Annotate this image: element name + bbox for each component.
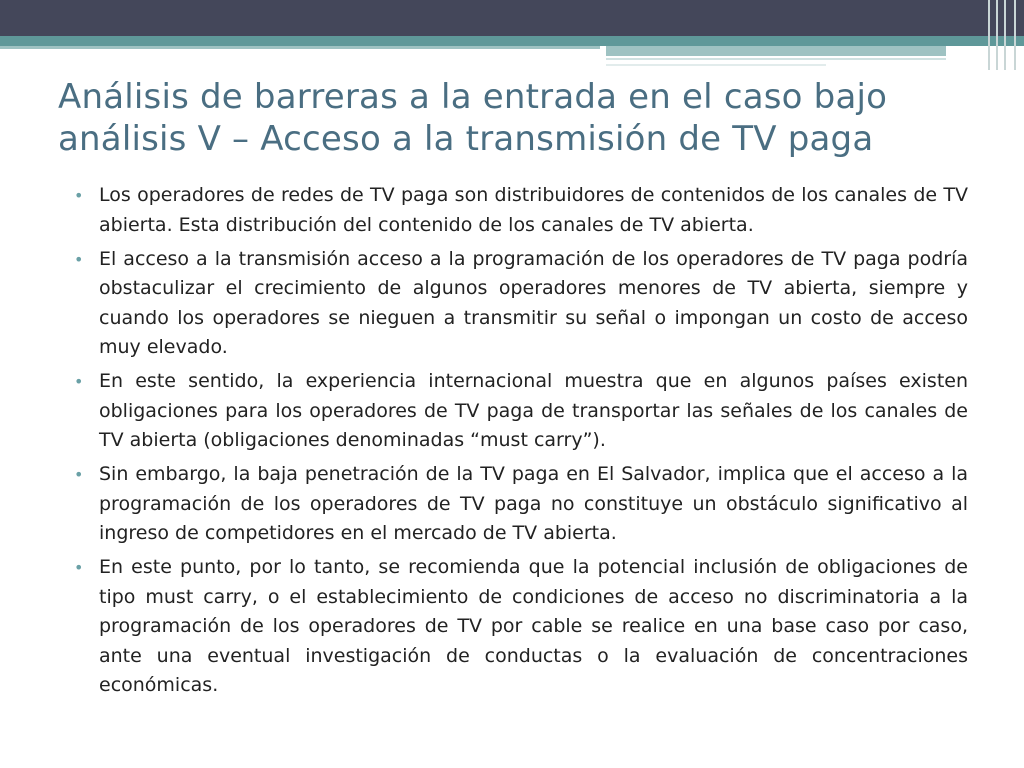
bullet-text: El acceso a la transmisión acceso a la programación de los operadores de TV paga podría obstaculizar el crecimiento de algunos operadores menores de TV abierta, siempre y cuando los operadores se nieguen a transmitir su señal o impongan un costo de acceso muy elevado. [99,247,968,359]
slide-title: Análisis de barreras a la entrada en el caso bajo análisis V – Acceso a la transmisión de TV paga [58,77,888,159]
header-accent-line-2 [606,64,826,66]
bullet-text: Sin embargo, la baja penetración de la TV paga en El Salvador, implica que el acceso a la programación de los operadores de TV paga no constituye un obstáculo significativo al ingreso de competidores en el mercado de TV abierta. [99,463,968,545]
list-item [74,245,968,363]
header-accent-block [606,46,946,56]
bullet-icon: • [74,249,84,269]
bullet-text: En este sentido, la experiencia internacional muestra que en algunos países existen obligaciones para los operadores de TV paga de transportar las señales de los canales de TV abierta (obligaciones denominadas “must carry”). [99,370,968,452]
header-accent-line [606,58,946,60]
bullet-text: Los operadores de redes de TV paga son distribuidores de contenidos de los canales de TV abierta. Esta distribución del contenido de los canales de TV abierta. [99,184,968,236]
bullet-list [74,181,968,705]
list-item [74,553,968,701]
bullet-text: En este punto, por lo tanto, se recomienda que la potencial inclusión de obligaciones de tipo must carry, o el establecimiento de condiciones de acceso no discriminatoria a la programación de los operadores de TV por cable se realice en una base caso por caso, ante una eventual investigación de conductas o la evaluación de concentraciones económicas. [99,556,968,697]
list-item [74,181,968,240]
header-bar-thin [0,46,600,49]
header-vertical-lines [984,0,1024,70]
bullet-icon: • [74,186,84,205]
list-item [74,460,968,549]
bullet-icon: • [74,558,84,578]
bullet-icon: • [74,465,84,485]
list-item [74,367,968,456]
bullet-icon: • [74,372,84,392]
header-bar-teal [0,36,1024,46]
header-bar-dark [0,0,1024,36]
